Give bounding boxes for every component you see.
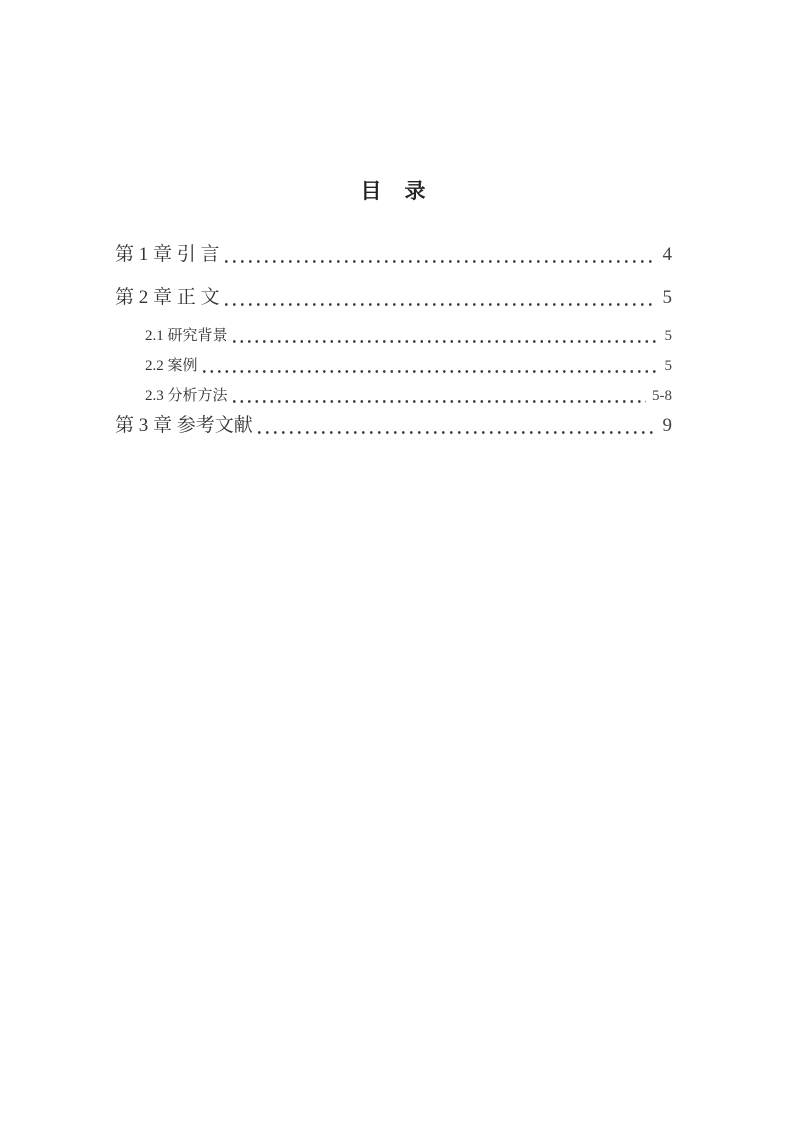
toc-title: 目 录 (360, 179, 427, 203)
toc-entry-page-number: 4 (662, 244, 672, 265)
toc-entry-label: 2.2 案例 (145, 358, 198, 374)
dot-leader (225, 303, 657, 306)
dot-leader (233, 400, 646, 403)
toc-entry-page-number: 5 (662, 287, 672, 308)
dot-leader (258, 431, 657, 434)
toc-entry-page-number: 9 (662, 415, 672, 436)
toc-entry-page-number: 5-8 (652, 388, 672, 404)
toc-entry-page-number: 5 (664, 358, 672, 374)
toc-entry-label: 第 1 章 引 言 (115, 244, 220, 265)
toc-entry-section-2-2[interactable] (145, 357, 672, 375)
toc-list (115, 244, 672, 437)
dot-leader (203, 370, 659, 373)
toc-entry-page-number: 5 (664, 328, 672, 344)
toc-entry-label: 第 2 章 正 文 (115, 287, 220, 308)
toc-entry-label: 2.3 分析方法 (145, 388, 228, 404)
toc-entry-chapter-2[interactable] (115, 287, 672, 309)
dot-leader (225, 260, 657, 263)
toc-entry-label: 第 3 章 参考文献 (115, 415, 253, 436)
toc-entry-chapter-1[interactable] (115, 244, 672, 266)
toc-entry-chapter-3[interactable] (115, 415, 672, 437)
toc-entry-label: 2.1 研究背景 (145, 328, 228, 344)
toc-entry-section-2-3[interactable] (145, 387, 672, 405)
toc-entry-section-2-1[interactable] (145, 327, 672, 345)
dot-leader (233, 340, 659, 343)
